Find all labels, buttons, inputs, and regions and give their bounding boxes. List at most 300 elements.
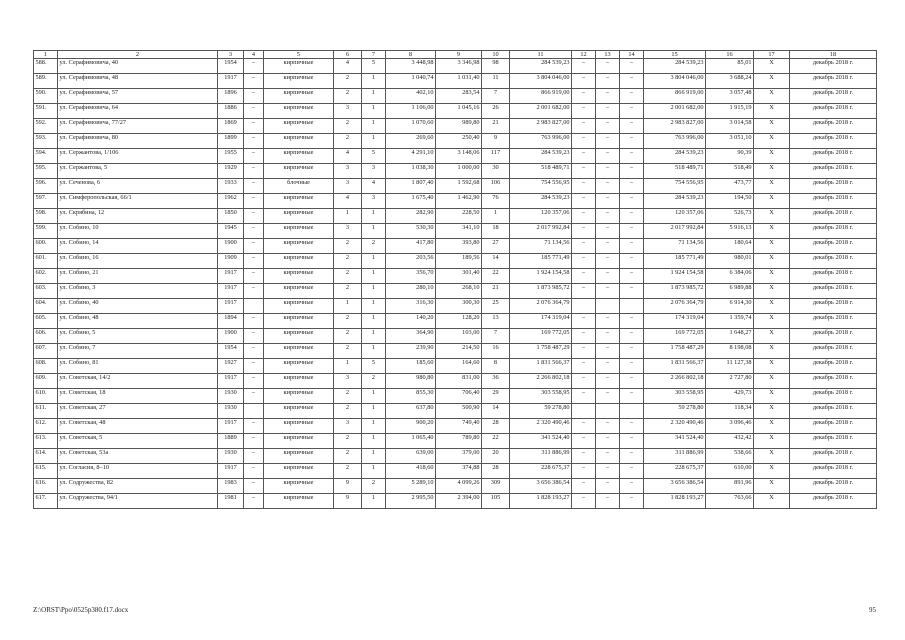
table-cell: X: [754, 389, 790, 404]
table-cell: –: [244, 224, 264, 239]
table-cell: 598.: [34, 209, 58, 224]
table-cell: –: [596, 74, 620, 89]
table-cell: –: [620, 449, 644, 464]
table-cell: 606.: [34, 329, 58, 344]
table-cell: 283,54: [436, 89, 482, 104]
table-cell: 3 014,58: [706, 119, 754, 134]
table-cell: 3: [334, 104, 362, 119]
table-cell: 1 873 985,72: [510, 284, 572, 299]
table-cell: –: [620, 89, 644, 104]
table-cell: 1886: [218, 104, 244, 119]
table-cell: кирпичные: [264, 269, 334, 284]
table-cell: декабрь 2018 г.: [790, 329, 877, 344]
table-cell: X: [754, 299, 790, 314]
table-cell: 269,60: [386, 134, 436, 149]
table-cell: 309: [482, 479, 510, 494]
table-cell: 26: [482, 104, 510, 119]
table-cell: 98: [482, 59, 510, 74]
table-cell: X: [754, 404, 790, 419]
table-cell: 14: [482, 404, 510, 419]
table-cell: 284 539,23: [510, 59, 572, 74]
table-cell: декабрь 2018 г.: [790, 389, 877, 404]
table-cell: –: [596, 194, 620, 209]
column-header: 6: [334, 51, 362, 59]
table-cell: –: [596, 269, 620, 284]
table-cell: 379,00: [436, 449, 482, 464]
table-row: [34, 194, 877, 209]
table-cell: –: [620, 434, 644, 449]
table-cell: –: [620, 149, 644, 164]
table-cell: –: [572, 89, 596, 104]
table-cell: –: [596, 329, 620, 344]
table-cell: –: [620, 239, 644, 254]
table-cell: 2: [334, 254, 362, 269]
table-cell: декабрь 2018 г.: [790, 344, 877, 359]
table-cell: 3: [334, 419, 362, 434]
table-cell: –: [244, 314, 264, 329]
table-cell: 28: [482, 419, 510, 434]
table-cell: ул. Советская, 53а: [58, 449, 218, 464]
table-row: [34, 59, 877, 74]
table-cell: 980,01: [706, 254, 754, 269]
table-cell: кирпичные: [264, 374, 334, 389]
table-cell: –: [244, 464, 264, 479]
table-cell: декабрь 2018 г.: [790, 179, 877, 194]
table-cell: кирпичные: [264, 299, 334, 314]
table-cell: X: [754, 329, 790, 344]
table-cell: X: [754, 224, 790, 239]
table-cell: 30: [482, 164, 510, 179]
table-cell: декабрь 2018 г.: [790, 464, 877, 479]
table-cell: блочные: [264, 179, 334, 194]
table-row: [34, 239, 877, 254]
table-cell: 518 489,71: [644, 164, 706, 179]
table-cell: кирпичные: [264, 359, 334, 374]
table-cell: X: [754, 314, 790, 329]
table-cell: –: [572, 74, 596, 89]
table-cell: 617.: [34, 494, 58, 509]
table-cell: 2: [334, 74, 362, 89]
table-cell: 605.: [34, 314, 58, 329]
table-cell: 2 076 364,79: [644, 299, 706, 314]
table-cell: –: [244, 494, 264, 509]
table-cell: –: [244, 344, 264, 359]
table-cell: –: [620, 329, 644, 344]
table-cell: 9: [482, 134, 510, 149]
table-row: [34, 134, 877, 149]
table-cell: X: [754, 419, 790, 434]
table-cell: [596, 404, 620, 419]
table-cell: 4: [334, 194, 362, 209]
table-cell: 1 831 566,37: [644, 359, 706, 374]
table-cell: –: [572, 374, 596, 389]
table-cell: –: [244, 434, 264, 449]
table-cell: ул. Советская, 27: [58, 404, 218, 419]
table-cell: 1: [362, 464, 386, 479]
table-cell: 609.: [34, 374, 58, 389]
table-cell: декабрь 2018 г.: [790, 239, 877, 254]
table-cell: 3 688,24: [706, 74, 754, 89]
housing-register-table: [33, 50, 877, 509]
table-cell: 1896: [218, 89, 244, 104]
table-cell: 1 038,30: [386, 164, 436, 179]
table-row: [34, 164, 877, 179]
table-cell: 594.: [34, 149, 58, 164]
table-cell: 588.: [34, 59, 58, 74]
table-cell: 1 106,00: [386, 104, 436, 119]
table-cell: ул. Собино, 81: [58, 359, 218, 374]
table-cell: 9: [334, 494, 362, 509]
table-cell: 613.: [34, 434, 58, 449]
table-cell: X: [754, 359, 790, 374]
table-row: [34, 299, 877, 314]
table-cell: –: [596, 134, 620, 149]
table-cell: 2: [334, 434, 362, 449]
table-cell: 59 278,80: [510, 404, 572, 419]
table-cell: –: [620, 284, 644, 299]
table-cell: 1: [362, 224, 386, 239]
table-cell: 592.: [34, 119, 58, 134]
table-cell: ул. Собино, 3: [58, 284, 218, 299]
table-cell: 2 076 364,79: [510, 299, 572, 314]
table-cell: 989,80: [436, 119, 482, 134]
table-cell: –: [244, 179, 264, 194]
table-cell: 754 556,95: [510, 179, 572, 194]
table-cell: 596.: [34, 179, 58, 194]
table-cell: 597.: [34, 194, 58, 209]
table-cell: 1909: [218, 254, 244, 269]
table-cell: ул. Серафимовича, 80: [58, 134, 218, 149]
table-cell: 364,90: [386, 329, 436, 344]
table-cell: X: [754, 179, 790, 194]
table-cell: –: [596, 344, 620, 359]
table-cell: X: [754, 209, 790, 224]
table-cell: 3: [334, 164, 362, 179]
table-cell: 21: [482, 119, 510, 134]
table-cell: ул. Серафимовича, 57: [58, 89, 218, 104]
table-cell: 18: [482, 224, 510, 239]
table-cell: 311 886,99: [644, 449, 706, 464]
table-cell: декабрь 2018 г.: [790, 359, 877, 374]
table-cell: 3 656 386,54: [510, 479, 572, 494]
table-cell: –: [620, 344, 644, 359]
table-cell: 7: [482, 89, 510, 104]
table-cell: X: [754, 239, 790, 254]
table-cell: 120 357,06: [644, 209, 706, 224]
table-cell: 90,39: [706, 149, 754, 164]
table-row: [34, 374, 877, 389]
table-cell: 1 045,16: [436, 104, 482, 119]
table-cell: –: [620, 494, 644, 509]
table-row: [34, 329, 877, 344]
table-cell: 2: [334, 404, 362, 419]
table-cell: ул. Серафимовича, 64: [58, 104, 218, 119]
table-cell: 185 771,49: [644, 254, 706, 269]
table-cell: 1933: [218, 179, 244, 194]
table-row: [34, 404, 877, 419]
table-cell: 3 346,98: [436, 59, 482, 74]
table-cell: 1 031,40: [436, 74, 482, 89]
table-cell: –: [596, 164, 620, 179]
table-cell: декабрь 2018 г.: [790, 59, 877, 74]
table-cell: ул. Собино, 21: [58, 269, 218, 284]
table-cell: 140,20: [386, 314, 436, 329]
table-cell: 1: [362, 209, 386, 224]
table-cell: –: [572, 389, 596, 404]
table-cell: декабрь 2018 г.: [790, 284, 877, 299]
table-cell: –: [572, 209, 596, 224]
table-row: [34, 434, 877, 449]
table-cell: –: [620, 194, 644, 209]
table-cell: декабрь 2018 г.: [790, 374, 877, 389]
table-cell: кирпичные: [264, 104, 334, 119]
table-cell: 311 886,99: [510, 449, 572, 464]
table-cell: –: [572, 284, 596, 299]
table-cell: X: [754, 194, 790, 209]
table-cell: [620, 404, 644, 419]
table-cell: –: [596, 419, 620, 434]
table-cell: –: [596, 224, 620, 239]
table-cell: 1 675,40: [386, 194, 436, 209]
table-cell: 1 648,27: [706, 329, 754, 344]
table-cell: ул. Серафимовича, 48: [58, 74, 218, 89]
table-row: [34, 104, 877, 119]
table-cell: 518 489,71: [510, 164, 572, 179]
table-cell: 3 057,48: [706, 89, 754, 104]
table-cell: кирпичные: [264, 479, 334, 494]
table-cell: –: [244, 284, 264, 299]
column-header: 2: [58, 51, 218, 59]
table-cell: 402,10: [386, 89, 436, 104]
table-cell: 2: [334, 449, 362, 464]
table-cell: –: [620, 389, 644, 404]
table-row: [34, 74, 877, 89]
table-cell: 214,50: [436, 344, 482, 359]
table-cell: декабрь 2018 г.: [790, 449, 877, 464]
table-cell: кирпичные: [264, 389, 334, 404]
table-cell: 1 758 487,29: [510, 344, 572, 359]
table-cell: 14: [482, 254, 510, 269]
table-cell: 3: [334, 374, 362, 389]
table-cell: –: [244, 104, 264, 119]
column-header: 16: [706, 51, 754, 59]
table-cell: кирпичные: [264, 404, 334, 419]
table-cell: декабрь 2018 г.: [790, 479, 877, 494]
table-cell: X: [754, 374, 790, 389]
table-cell: –: [572, 434, 596, 449]
table-cell: ул. Содружества, 82: [58, 479, 218, 494]
table-cell: 103,00: [436, 329, 482, 344]
table-cell: 4: [362, 179, 386, 194]
table-cell: –: [572, 479, 596, 494]
table-cell: –: [244, 149, 264, 164]
table-cell: 341 524,40: [644, 434, 706, 449]
table-cell: 8: [482, 359, 510, 374]
table-cell: –: [244, 209, 264, 224]
table-cell: 1: [362, 344, 386, 359]
table-cell: 106: [482, 179, 510, 194]
table-cell: 20: [482, 449, 510, 464]
table-cell: 76: [482, 194, 510, 209]
table-cell: [596, 299, 620, 314]
table-cell: декабрь 2018 г.: [790, 104, 877, 119]
table-cell: ул. Советская, 48: [58, 419, 218, 434]
table-cell: –: [596, 254, 620, 269]
table-cell: –: [244, 194, 264, 209]
table-cell: –: [596, 464, 620, 479]
table-cell: 8 198,08: [706, 344, 754, 359]
table-cell: 189,56: [436, 254, 482, 269]
table-cell: –: [620, 59, 644, 74]
table-cell: 1: [334, 359, 362, 374]
table-cell: 1: [334, 209, 362, 224]
table-cell: 4: [334, 149, 362, 164]
table-cell: X: [754, 479, 790, 494]
table-cell: 3: [362, 164, 386, 179]
table-cell: 59 278,80: [644, 404, 706, 419]
table-cell: –: [596, 389, 620, 404]
table-cell: кирпичные: [264, 449, 334, 464]
table-cell: –: [596, 434, 620, 449]
table-cell: кирпичные: [264, 494, 334, 509]
table-cell: 706,40: [436, 389, 482, 404]
table-cell: –: [244, 374, 264, 389]
table-cell: 1 000,00: [436, 164, 482, 179]
table-cell: 1: [362, 104, 386, 119]
table-cell: кирпичные: [264, 164, 334, 179]
table-cell: ул. Советская, 14/2: [58, 374, 218, 389]
table-cell: декабрь 2018 г.: [790, 149, 877, 164]
table-cell: декабрь 2018 г.: [790, 89, 877, 104]
table-cell: –: [596, 89, 620, 104]
table-cell: 1 758 487,29: [644, 344, 706, 359]
table-cell: –: [244, 479, 264, 494]
table-cell: –: [596, 209, 620, 224]
table-cell: –: [572, 149, 596, 164]
table-cell: X: [754, 254, 790, 269]
table-cell: 118,34: [706, 404, 754, 419]
page-number: 95: [869, 606, 876, 614]
table-cell: 866 919,00: [644, 89, 706, 104]
table-cell: 11: [482, 74, 510, 89]
table-cell: –: [596, 374, 620, 389]
table-cell: 1: [362, 74, 386, 89]
table-cell: 789,80: [436, 434, 482, 449]
table-cell: 29: [482, 389, 510, 404]
table-cell: 607.: [34, 344, 58, 359]
table-cell: 1954: [218, 59, 244, 74]
table-cell: –: [244, 269, 264, 284]
table-cell: 1: [362, 284, 386, 299]
table-cell: 16: [482, 344, 510, 359]
table-cell: –: [620, 374, 644, 389]
table-row: [34, 449, 877, 464]
table-cell: 9: [334, 479, 362, 494]
table-cell: –: [572, 179, 596, 194]
table-cell: 1945: [218, 224, 244, 239]
table-cell: 27: [482, 239, 510, 254]
table-cell: [620, 299, 644, 314]
table-body: [34, 59, 877, 509]
table-cell: 615.: [34, 464, 58, 479]
table-cell: –: [572, 164, 596, 179]
table-cell: ул. Собино, 48: [58, 314, 218, 329]
table-cell: –: [596, 449, 620, 464]
table-cell: 980,80: [386, 374, 436, 389]
table-cell: 2 001 682,00: [644, 104, 706, 119]
table-cell: X: [754, 494, 790, 509]
table-cell: X: [754, 59, 790, 74]
table-cell: 303 558,95: [510, 389, 572, 404]
table-cell: –: [620, 119, 644, 134]
column-header: 7: [362, 51, 386, 59]
table-cell: 284 539,23: [644, 149, 706, 164]
table-cell: 1 831 566,37: [510, 359, 572, 374]
table-row: [34, 284, 877, 299]
table-cell: –: [596, 239, 620, 254]
table-cell: X: [754, 149, 790, 164]
table-cell: 185,60: [386, 359, 436, 374]
table-cell: 526,73: [706, 209, 754, 224]
table-cell: кирпичные: [264, 254, 334, 269]
table-cell: 25: [482, 299, 510, 314]
table-cell: 530,30: [386, 224, 436, 239]
table-cell: –: [596, 119, 620, 134]
table-cell: кирпичные: [264, 464, 334, 479]
table-cell: –: [620, 179, 644, 194]
table-cell: –: [244, 89, 264, 104]
table-cell: 3 051,10: [706, 134, 754, 149]
table-cell: ул. Собино, 5: [58, 329, 218, 344]
table-row: [34, 389, 877, 404]
column-header: 9: [436, 51, 482, 59]
table-cell: 604.: [34, 299, 58, 314]
table-cell: 2 727,80: [706, 374, 754, 389]
table-cell: 194,50: [706, 194, 754, 209]
table-cell: –: [596, 149, 620, 164]
table-cell: –: [572, 254, 596, 269]
table-cell: 1: [362, 254, 386, 269]
table-cell: декабрь 2018 г.: [790, 269, 877, 284]
table-cell: 1 065,40: [386, 434, 436, 449]
table-cell: X: [754, 134, 790, 149]
table-cell: 637,80: [386, 404, 436, 419]
table-cell: –: [572, 344, 596, 359]
table-cell: 5 289,10: [386, 479, 436, 494]
table-cell: декабрь 2018 г.: [790, 434, 877, 449]
column-header: 1: [34, 51, 58, 59]
column-header: 14: [620, 51, 644, 59]
table-cell: 432,42: [706, 434, 754, 449]
column-header: 10: [482, 51, 510, 59]
table-cell: 3: [334, 179, 362, 194]
table-cell: –: [244, 119, 264, 134]
table-row: [34, 224, 877, 239]
table-cell: 763 996,00: [510, 134, 572, 149]
table-cell: 2 394,00: [436, 494, 482, 509]
table-cell: 2: [334, 89, 362, 104]
table-cell: 1929: [218, 164, 244, 179]
table-cell: ул. Собино, 14: [58, 239, 218, 254]
table-cell: кирпичные: [264, 89, 334, 104]
table-cell: 1900: [218, 329, 244, 344]
table-cell: 3 448,98: [386, 59, 436, 74]
table-cell: 590.: [34, 89, 58, 104]
table-cell: [572, 404, 596, 419]
table-cell: 22: [482, 269, 510, 284]
table-cell: 5: [362, 359, 386, 374]
table-row: [34, 254, 877, 269]
